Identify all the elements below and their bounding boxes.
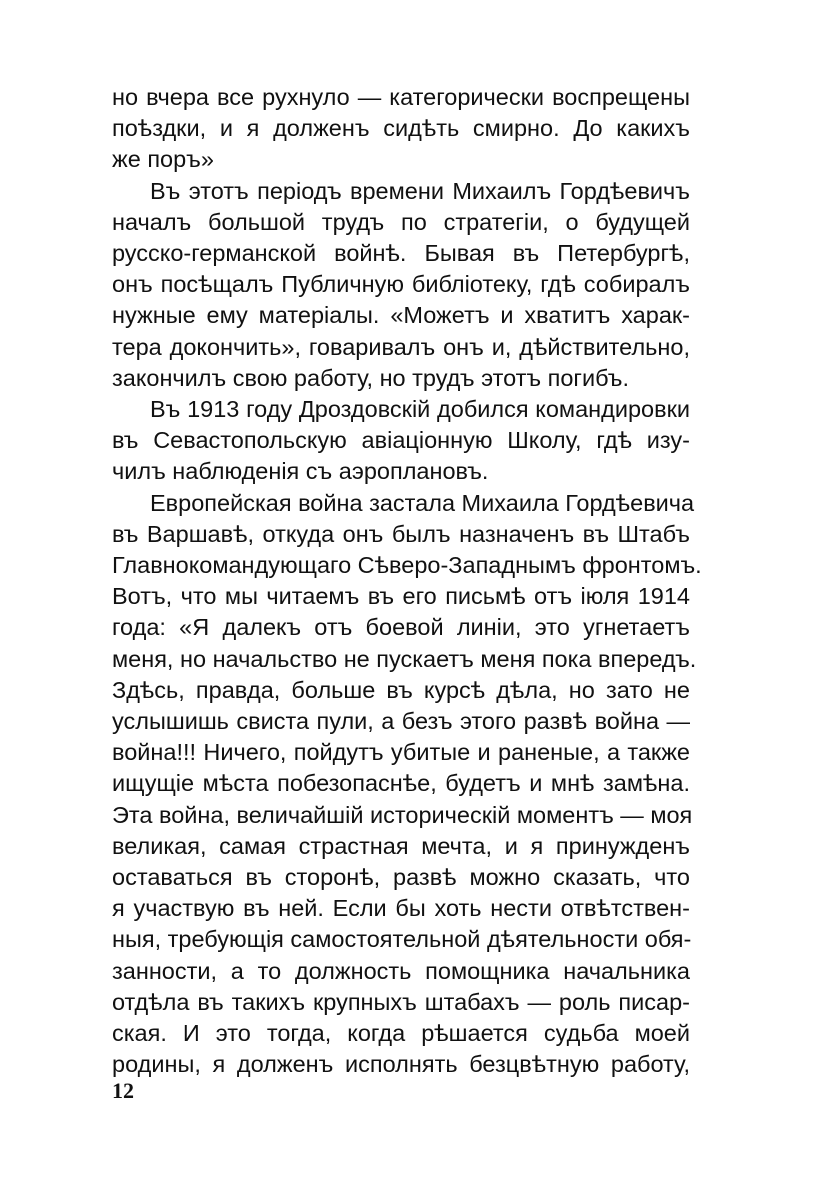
text-line: поѣздки, и я долженъ сидѣть смирно. До какихъ: [112, 115, 690, 142]
text-line: ныя, требующія самостоятельной дѣятельности обя-: [112, 926, 692, 953]
text-line: Въ 1913 году Дроздовскій добился командировки: [150, 396, 690, 422]
text-line: отдѣла въ такихъ крупныхъ штабахъ — роль писар-: [112, 988, 690, 1015]
text-line: Главнокомандующаго Сѣверо-Западнымъ фронтомъ.: [112, 552, 702, 578]
text-line: Эта война, величайшій историческій моментъ — моя: [112, 801, 693, 828]
text-line: нужные ему матеріалы. «Можетъ и хватитъ харак-: [112, 302, 690, 329]
text-line: но вчера все рухнуло — категорически воспрещены: [112, 84, 690, 110]
text-line: ищущіе мѣста побезопаснѣе, будетъ и мнѣ замѣна.: [112, 770, 690, 797]
text-line: великая, самая страстная мечта, и я принужденъ: [112, 832, 690, 859]
text-line: чилъ наблюденія съ аэроплановъ.: [112, 458, 489, 485]
text-line: въ Севастопольскую авіаціонную Школу, гдѣ изу-: [112, 427, 690, 454]
text-line: ская. И это тогда, когда рѣшается судьба моей: [112, 1020, 690, 1046]
text-line: война!!! Ничего, пойдутъ убитые и раненые, а также: [112, 739, 690, 766]
text-line: оставаться въ сторонѣ, развѣ можно сказать, что: [112, 864, 690, 890]
text-line: года: «Я далекъ отъ боевой линіи, это угнетаетъ: [112, 614, 690, 641]
text-line: началъ большой трудъ по стратегіи, о будущей: [112, 208, 690, 235]
text-line: закончилъ свою работу, но трудъ этотъ погибъ.: [112, 364, 629, 391]
text-line: въ Варшавѣ, откуда онъ былъ назначенъ въ Штабъ: [112, 520, 690, 547]
text-line: занности, а то должность помощника начальника: [112, 957, 690, 984]
text-line: Европейская война застала Михаила Гордѣевича: [150, 489, 695, 516]
page-number: 12: [112, 1078, 134, 1103]
text-line: русско-германской войнѣ. Бывая въ Петербургѣ,: [112, 240, 690, 266]
text-line: Въ этотъ періодъ времени Михаилъ Гордѣевичъ: [150, 177, 690, 204]
text-line: меня, но начальство не пускаетъ меня пока впередъ.: [112, 645, 697, 672]
text-line: я участвую въ ней. Если бы хоть нести отвѣтствен-: [112, 895, 690, 922]
text-line: Вотъ, что мы читаемъ въ его письмѣ отъ іюля 1914: [112, 583, 690, 610]
text-line: же поръ»: [112, 146, 214, 173]
text-line: тера докончить», говаривалъ онъ и, дѣйствительно,: [112, 333, 690, 360]
text-line: родины, я долженъ исполнять безцвѣтную работу,: [112, 1051, 690, 1078]
text-line: Здѣсь, правда, больше въ курсѣ дѣла, но зато не: [112, 676, 690, 703]
text-line: услышишь свиста пули, а безъ этого развѣ война —: [112, 708, 690, 734]
text-line: онъ посѣщалъ Публичную библіотеку, гдѣ собиралъ: [112, 271, 690, 298]
